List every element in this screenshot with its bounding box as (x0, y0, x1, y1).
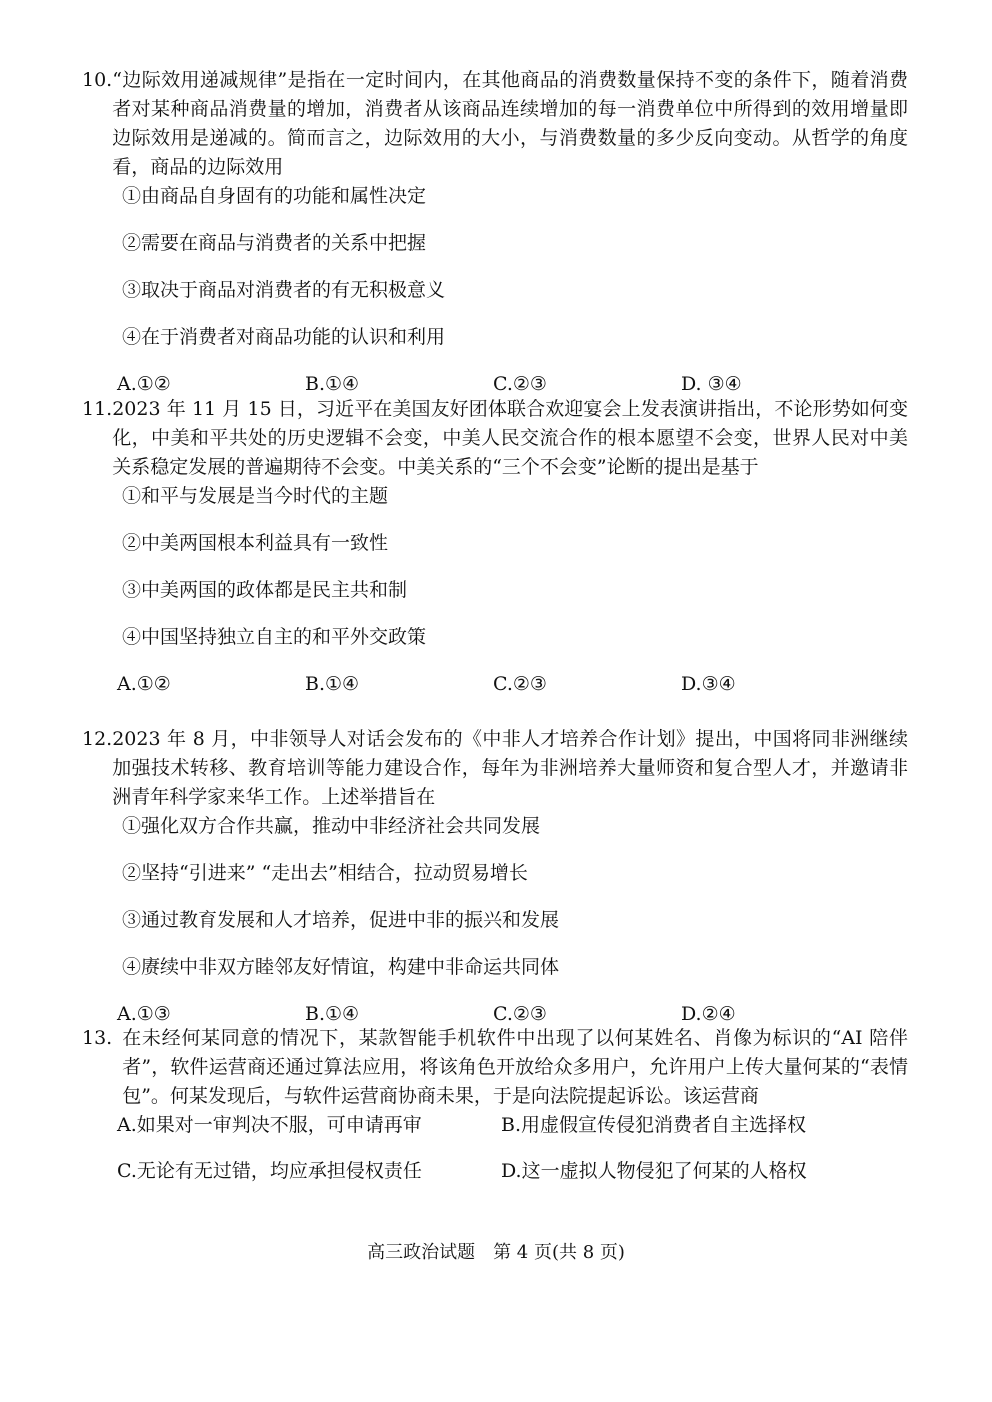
question-stem (82, 725, 908, 812)
statement-2: ②需要在商品与消费者的关系中把握 (122, 232, 427, 254)
option-a: A.①② (117, 373, 171, 395)
option-b: B.用虚假宣传侵犯消费者自主选择权 (501, 1114, 807, 1136)
question-13 (82, 1024, 908, 1203)
option-b: B.①④ (305, 373, 360, 395)
option-b: B.①④ (305, 673, 360, 695)
statement-1: ①强化双方合作共赢，推动中非经济社会共同发展 (122, 815, 541, 837)
option-b: B.①④ (305, 1003, 360, 1025)
question-12 (82, 725, 908, 1029)
question-stem (82, 1024, 908, 1111)
option-d: D.这一虚拟人物侵犯了何某的人格权 (501, 1160, 807, 1182)
answer-options (117, 670, 908, 699)
statement-3: ③通过教育发展和人才培养，促进中非的振兴和发展 (122, 909, 560, 931)
statement-1: ①和平与发展是当今时代的主题 (122, 485, 389, 507)
option-a: A.①③ (117, 1003, 171, 1025)
option-a: A.如果对一审判决不服，可申请再审 (117, 1114, 422, 1136)
question-text: 在未经何某同意的情况下，某款智能手机软件中出现了以何某姓名、肖像为标识的“AI 陪伴者”，软件运营商还通过算法应用，将该角色开放给众多用户，允许用户上传大量何某的“表情包”。何某发现后，与软件运营商协商未果，于是向法院提起诉讼。该运营商 (122, 1027, 908, 1107)
statement-3: ③取决于商品对消费者的有无积极意义 (122, 279, 446, 301)
statement-3: ③中美两国的政体都是民主共和制 (122, 579, 408, 601)
answer-options (117, 1111, 908, 1203)
question-number: 13. (82, 1027, 113, 1049)
question-11 (82, 395, 908, 699)
question-number: 10. (82, 69, 113, 91)
statement-4: ④中国坚持独立自主的和平外交政策 (122, 626, 427, 648)
page-footer: 高三政治试题 第 4 页(共 8 页) (367, 1242, 625, 1263)
question-text: 2023 年 8 月，中非领导人对话会发布的《中非人才培养合作计划》提出，中国将同非洲继续加强技术转移、教育培训等能力建设合作，每年为非洲培养大量师资和复合型人才，并邀请非洲青年科学家来华工作。上述举措旨在 (112, 728, 908, 808)
statement-1: ①由商品自身固有的功能和属性决定 (122, 185, 427, 207)
option-c: C.②③ (493, 373, 547, 395)
option-c: C.②③ (493, 1003, 547, 1025)
question-text: 2023 年 11 月 15 日，习近平在美国友好团体联合欢迎宴会上发表演讲指出，不论形势如何变化，中美和平共处的历史逻辑不会变，中美人民交流合作的根本愿望不会变，世界人民对中美关系稳定发展的普遍期待不会变。中美关系的“三个不会变”论断的提出是基于 (112, 398, 908, 478)
statement-list (122, 482, 908, 670)
option-d: D.②④ (681, 1003, 736, 1025)
question-10 (82, 66, 908, 399)
option-c: C.无论有无过错，均应承担侵权责任 (117, 1160, 422, 1182)
statement-list (122, 812, 908, 1000)
question-number: 11. (82, 398, 113, 420)
option-a: A.①② (117, 673, 171, 695)
statement-2: ②坚持“引进来” “走出去”相结合，拉动贸易增长 (122, 862, 528, 884)
question-text: “边际效用递减规律”是指在一定时间内，在其他商品的消费数量保持不变的条件下，随着消费者对某种商品消费量的增加，消费者从该商品连续增加的每一消费单位中所得到的效用增量即边际效用是递减的。简而言之，边际效用的大小，与消费数量的多少反向变动。从哲学的角度看，商品的边际效用 (112, 69, 908, 178)
statement-4: ④在于消费者对商品功能的认识和利用 (122, 326, 446, 348)
option-d: D.③④ (681, 673, 736, 695)
option-c: C.②③ (493, 673, 547, 695)
statement-2: ②中美两国根本利益具有一致性 (122, 532, 389, 554)
question-stem (82, 66, 908, 182)
option-d: D. ③④ (681, 373, 742, 395)
question-stem (82, 395, 908, 482)
statement-list (122, 182, 908, 370)
statement-4: ④赓续中非双方睦邻友好情谊，构建中非命运共同体 (122, 956, 560, 978)
question-number: 12. (82, 728, 113, 750)
